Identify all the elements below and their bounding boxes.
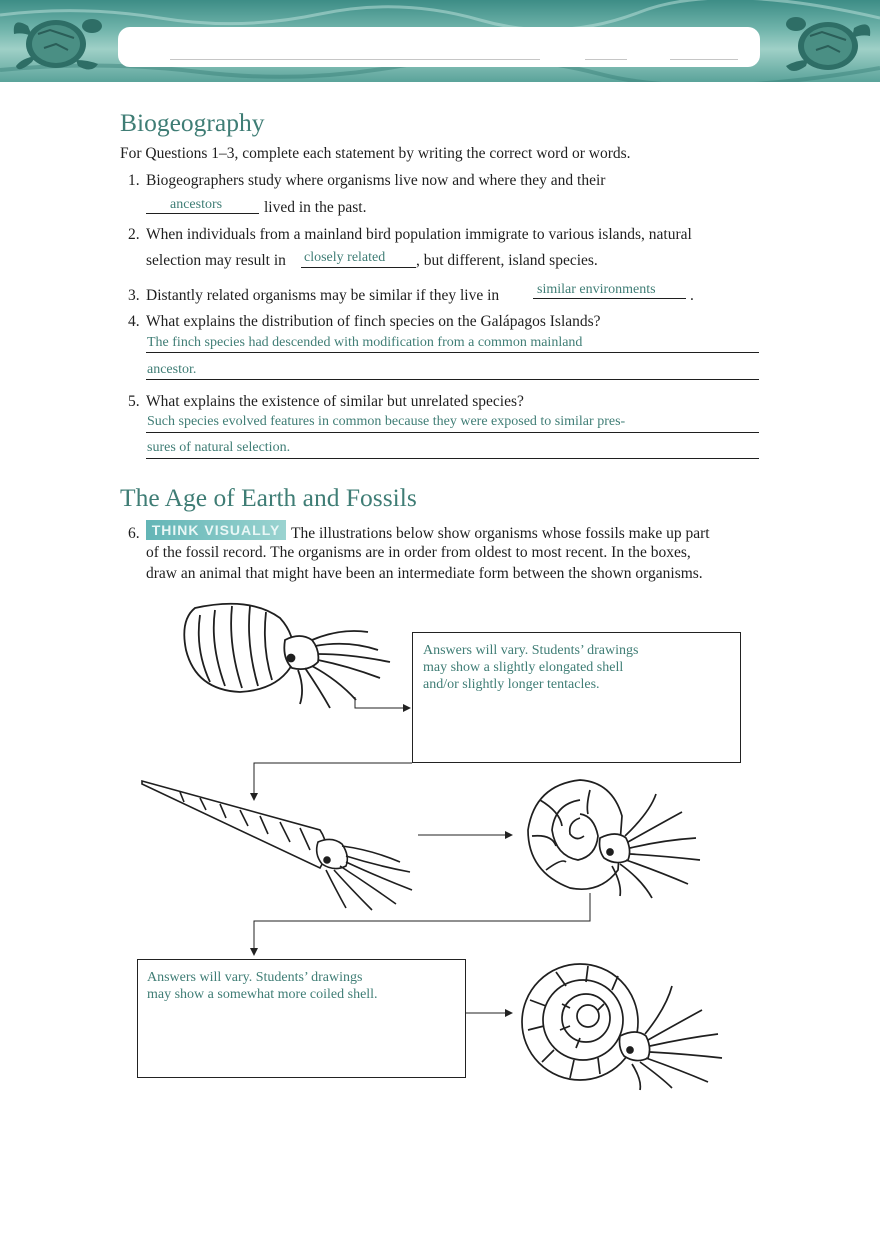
q6-number: 6.: [128, 525, 140, 542]
q6-text-line1: The illustrations below show organisms whose fossils make up part: [291, 525, 710, 542]
q4-answer-line2: ancestor.: [147, 362, 197, 377]
q1-text: Biogeographers study where organisms live now and where they and their: [146, 172, 606, 189]
q2-text-b: selection may result in: [146, 252, 286, 269]
q5-number: 5.: [128, 393, 140, 410]
q5-answer-line2: sures of natural selection.: [147, 440, 291, 455]
organism-3-illustration: [528, 780, 700, 898]
section-title-age-of-earth: The Age of Earth and Fossils: [120, 483, 417, 512]
organism-2-illustration: [142, 781, 412, 910]
q3-text-end: .: [690, 287, 694, 304]
box1-answer-line1: Answers will vary. Students’ drawings: [423, 643, 639, 658]
q2-text: When individuals from a mainland bird population immigrate to various islands, natural: [146, 226, 692, 243]
instructions: For Questions 1–3, complete each statement by writing the correct word or words.: [120, 145, 631, 162]
q2-number: 2.: [128, 226, 140, 243]
box2-answer-line2: may show a somewhat more coiled shell.: [147, 987, 378, 1002]
q1-number: 1.: [128, 172, 140, 189]
q3-number: 3.: [128, 287, 140, 304]
think-visually-badge: THINK VISUALLY: [146, 520, 286, 540]
box1-answer-line2: may show a slightly elongated shell: [423, 660, 624, 675]
box1-answer-line3: and/or slightly longer tentacles.: [423, 677, 600, 692]
q4-answer-line1: The finch species had descended with modification from a common mainland: [147, 335, 583, 350]
q1-answer: ancestors: [170, 197, 223, 212]
section-title-biogeography: Biogeography: [120, 108, 265, 137]
q4-number: 4.: [128, 313, 140, 330]
organism-4-illustration: [522, 964, 722, 1090]
q6-text-line3: draw an animal that might have been an intermediate form between the shown organisms.: [146, 565, 703, 582]
q4-question: What explains the distribution of finch species on the Galápagos Islands?: [146, 313, 601, 330]
q5-question: What explains the existence of similar but unrelated species?: [146, 393, 524, 410]
q6-text-line2: of the fossil record. The organisms are in order from oldest to most recent. In the boxes,: [146, 544, 691, 561]
box2-answer-line1: Answers will vary. Students’ drawings: [147, 970, 363, 985]
q2-text-end: , but different, island species.: [416, 252, 598, 269]
q2-answer: closely related: [304, 250, 386, 265]
organism-1-illustration: [184, 604, 390, 708]
q1-text-end: lived in the past.: [264, 199, 367, 216]
q3-answer: similar environments: [537, 282, 656, 297]
q3-text: Distantly related organisms may be similar if they live in: [146, 287, 500, 304]
q5-answer-line1: Such species evolved features in common because they were exposed to similar pres-: [147, 414, 626, 429]
